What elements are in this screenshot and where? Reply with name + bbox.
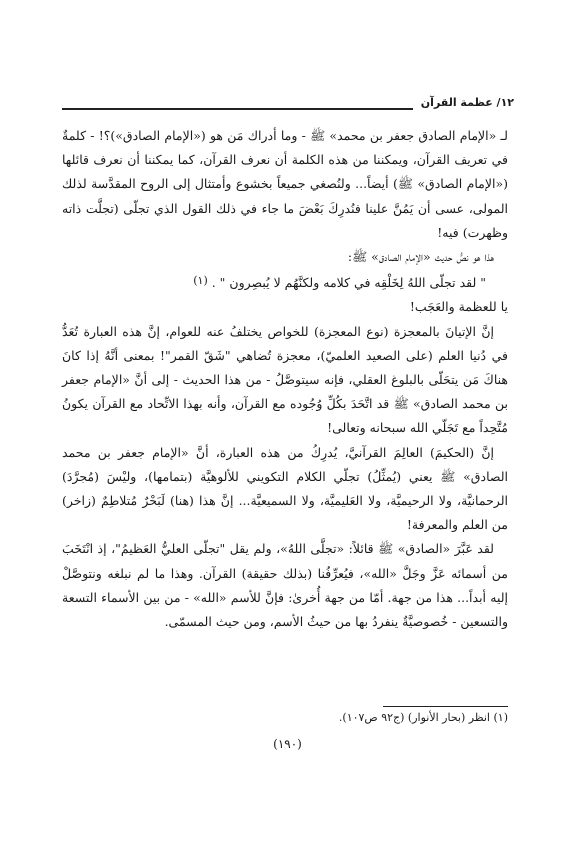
running-header: [62, 96, 514, 112]
footnote-marker: (١): [193, 274, 208, 288]
paragraph-divine-name: لقد عَبَّرَ «الصادق» ﷺ قائلاً: «تجلَّى اللهُ»، ولم يقل "تجلّى العليُّ العَظيمُ"، إذ انْتَخَبَ من أسمائه عَزَّ وجَلَّ «الله»، فيُعرِّفُنا (بذلك حقيقة) القرآن. وهذا ما لم نبلغه ونتوصَّلْ إليه أبداً... هذا من جهة. أمّا من جهة أُخرىٰ: فإنَّ للأسم «الله» - من بين الأسماء التسعة والتسعين - خُصوصيَّةٌ ينفردُ بها من حيثُ الأسم، ومن حيث المسمّى.: [62, 541, 508, 630]
paragraph-wise-scholar: إنَّ (الحكيمَ) العالِمَ القرآنيَّ، يُدرِكُ من هذه العبارة، أنَّ «الإمام جعفر بن محمد الصادق» ﷺ يعني (يُمثِّلُ) تجلّي الكلام التكويني للألوهيَّة (بتمامها)، وليْسَ (مُجرَّدَ) الرحمانيَّة، ولا الرحيميَّة، ولا العَليميَّة، ولا السميعيَّة... إنَّ هذا (هنا) لَبَحْرٌ مُتلاطِمٌ (زاخر) من العلم والمعرفة!: [62, 444, 508, 533]
paragraph-miracle: إنَّ الإتيانَ بالمعجزة (نوع المعجزة) للخواص يختلفُ عنه للعوام، إنَّ هذه العبارة تُعَدُّ في دُنيا العلم (على الصعيد العلميّ)، معجزة تُضاهي "شَقّ القمر"! بمعنى أنَّهُ إذا كانَ هناكَ مَن يتحَلّى بالبلوغ العقلي، فإنه سيتوصَّلُ - من هذا الحديث - إلى أنَّ «الإمام جعفر بن محمد الصادق» ﷺ قد اتَّحَدَ بكُلِّ وُجُوده مع القرآن، وأنه بهذا الاتِّحاد مع القرآن يكونُ مُتَّحِداً مع تَجَلّي الله سبحانه وتعالى!: [62, 323, 508, 436]
paragraph-exclamation: يا للعظمة والعَجَب!: [409, 299, 508, 315]
page-number: (١٩٠): [273, 737, 302, 751]
paragraph-intro: لـ «الإمام الصادق جعفر بن محمد» ﷺ - وما أدراك مَن هو («الإمام الصادق»)؟! - كلمةٌ في تعريف القرآن، ويمكننا من هذه الكلمة أن نعرف القرآن، كما يمكننا أن نعرف قائلها («الإمام الصادق» ﷺ) أيضاً... ولنُصغي جميعاً بخشوع وأمتثال إلى الروح المقدَّسة لذلك المولى، عسى أن يَمُنَّ علينا فنُدرِكَ بَعْضَ ما جاء في ذلك القول الذي تجلّى (تجلَّت ذاته وظهرت) فيه!: [62, 128, 508, 240]
header-title: ١٢/ عظمة القرآن: [413, 96, 514, 110]
footnote-rule: [383, 706, 508, 707]
hadith-quote: [62, 269, 508, 295]
paragraph-hadith-intro: هذا هو نصُّ حديث «الإمام الصادق» ﷺ:: [347, 249, 494, 265]
body-text: [62, 124, 508, 634]
footnote: (١) انظر (بحار الأنوار) (ج٩٢ ص١٠٧).: [338, 711, 508, 724]
hadith-quote-text: " لقد تجلّى اللهُ لِخَلْقِه في كلامه ولكنَّهُم لا يُبصِرون " .: [211, 275, 486, 291]
